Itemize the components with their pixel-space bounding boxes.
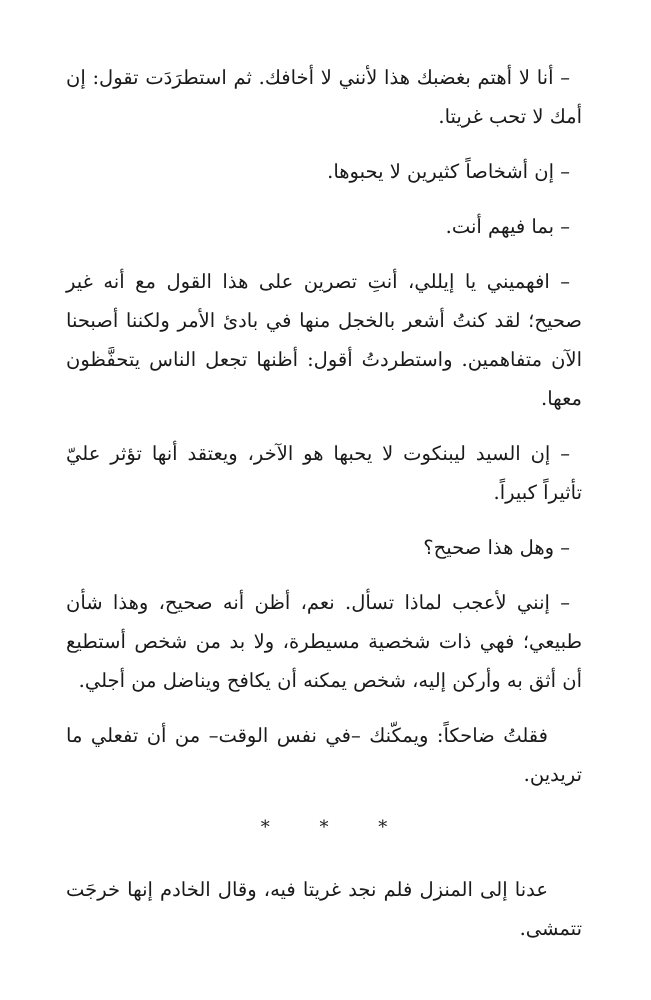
book-page	[66, 58, 582, 964]
closing-paragraph: عدنا إلى المنزل فلم نجد غريتا فيه، وقال الخادم إنها خرجَت تتمشى.	[66, 878, 582, 940]
dialogue-paragraph-5: – إن السيد ليبنكوت لا يحبها هو الآخر، ويعتقد أنها تؤثر عليّ تأثيراً كبيراً.	[66, 442, 582, 504]
dialogue-paragraph-1: – أنا لا أهتم بغضبك هذا لأنني لا أخافك. ثم استطرَدَت تقول: إن أمك لا تحب غريتا.	[66, 66, 582, 128]
dialogue-paragraph-3: – بما فيهم أنت.	[445, 215, 570, 238]
dialogue-paragraph-7: – إنني لأعجب لماذا تسأل. نعم، أظن أنه صحيح، وهذا شأن طبيعي؛ فهي ذات شخصية مسيطرة، ولا بد من شخص أستطيع أن أثق به وأركن إليه، شخص يمكنه أن يكافح ويناضل من أجلي.	[66, 591, 582, 692]
narration-paragraph-1: فقلتُ ضاحكاً: ويمكّنك –في نفس الوقت– من أن تفعلي ما تريدين.	[66, 724, 582, 786]
section-separator: * * *	[260, 817, 410, 838]
dialogue-paragraph-2: – إن أشخاصاً كثيرين لا يحبوها.	[327, 160, 570, 183]
dialogue-paragraph-4: – افهميني يا إيللي، أنتِ تصرين على هذا القول مع أنه غير صحيح؛ لقد كنتُ أشعر بالخجل منها في بادئ الأمر ولكننا أصبحنا الآن متفاهمين. واستطردتُ أقول: أظنها تجعل الناس يتحفَّظون معها.	[66, 270, 582, 410]
dialogue-paragraph-6: – وهل هذا صحيح؟	[423, 536, 570, 559]
